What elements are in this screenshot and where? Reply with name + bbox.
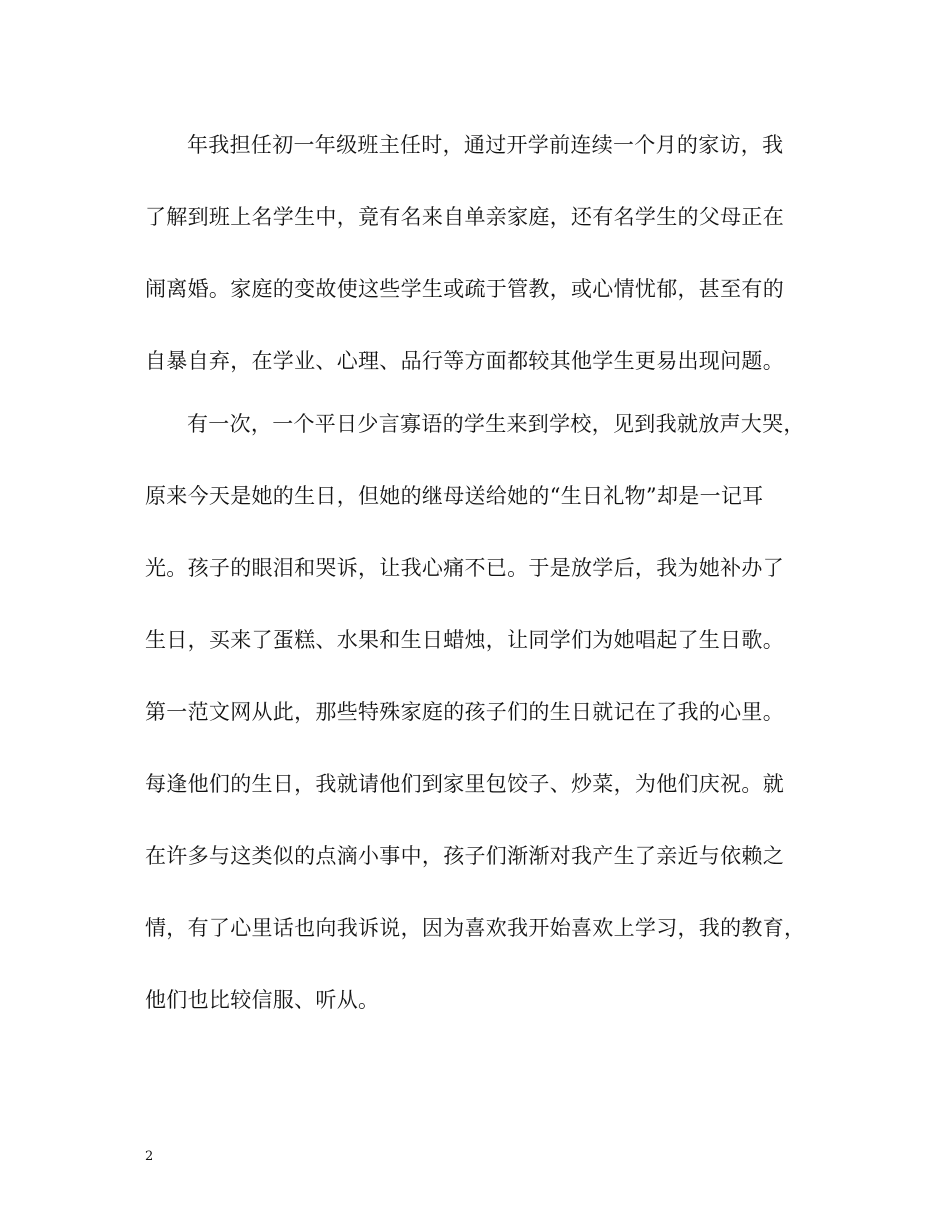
paragraph-2-line-7: 在许多与这类似的点滴小事中，孩子们渐渐对我产生了亲近与依赖之	[145, 844, 784, 868]
paragraph-2-line-6: 每逢他们的生日，我就请他们到家里包饺子、炒菜，为他们庆祝。就	[145, 772, 784, 796]
paragraph-2-line-1: 有一次，一个平日少言寡语的学生来到学校，见到我就放声大哭，	[187, 412, 805, 436]
paragraph-2-line-3: 光。孩子的眼泪和哭诉，让我心痛不已。于是放学后，我为她补办了	[145, 556, 784, 580]
paragraph-2-line-5: 第一范文网从此，那些特殊家庭的孩子们的生日就记在了我的心里。	[145, 700, 784, 724]
paragraph-2-line-4: 生日，买来了蛋糕、水果和生日蜡烛，让同学们为她唱起了生日歌。	[145, 628, 784, 652]
paragraph-2-line-2: 原来今天是她的生日，但她的继母送给她的“生日礼物”却是一记耳	[145, 484, 764, 508]
paragraph-1-line-3: 闹离婚。家庭的变故使这些学生或疏于管教，或心情忧郁，甚至有的	[145, 277, 784, 301]
paragraph-1-line-1: 年我担任初一年级班主任时，通过开学前连续一个月的家访，我	[187, 133, 784, 157]
paragraph-1-line-2: 了解到班上名学生中，竟有名来自单亲家庭，还有名学生的父母正在	[145, 205, 784, 229]
paragraph-2-line-8: 情，有了心里话也向我诉说，因为喜欢我开始喜欢上学习，我的教育，	[145, 916, 806, 940]
paragraph-1-line-4: 自暴自弃，在学业、心理、品行等方面都较其他学生更易出现问题。	[145, 349, 784, 373]
page-number: 2	[145, 1149, 154, 1164]
paragraph-2-line-9: 他们也比较信服、听从。	[145, 988, 380, 1012]
